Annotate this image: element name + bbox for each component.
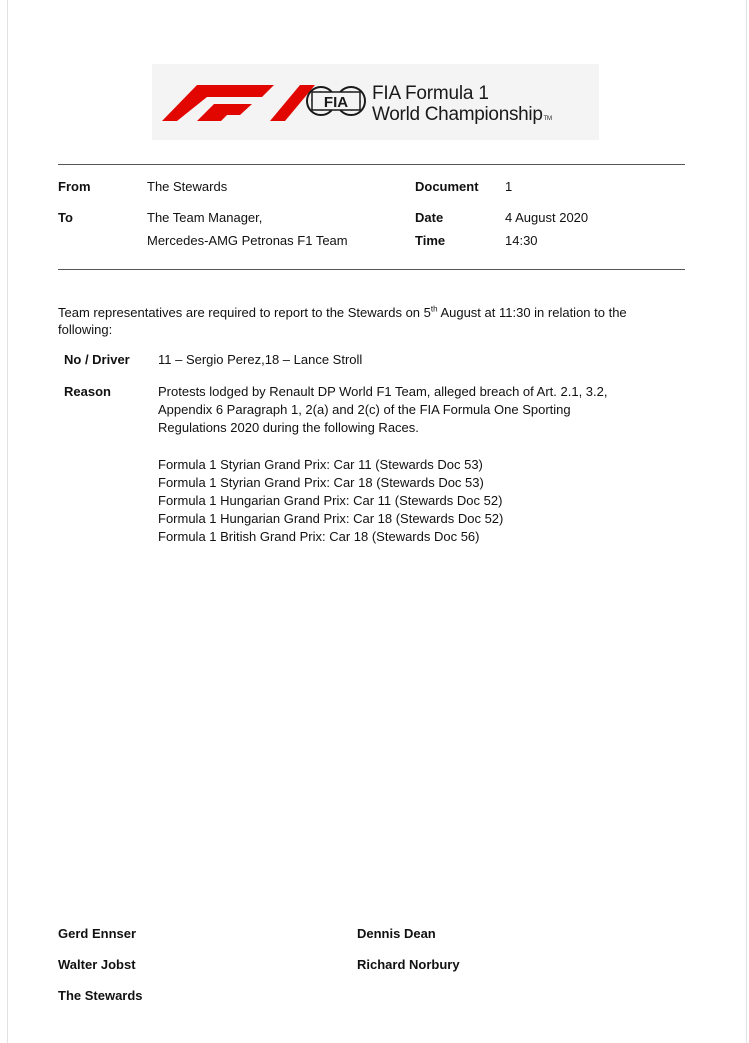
logo-title bbox=[372, 83, 552, 130]
time-label: Time bbox=[415, 233, 446, 248]
race-item: Formula 1 Styrian Grand Prix: Car 18 (Stewards Doc 53) bbox=[158, 475, 484, 490]
race-item: Formula 1 British Grand Prix: Car 18 (Stewards Doc 56) bbox=[158, 529, 480, 544]
logo-line2-text: World Championship bbox=[372, 104, 543, 125]
steward-name-2: Dennis Dean bbox=[357, 926, 436, 941]
races-list bbox=[158, 456, 503, 546]
intro-superscript: th bbox=[430, 304, 438, 314]
intro-text-part1: Team representatives are required to report to the Stewards on 5 bbox=[58, 305, 431, 320]
to-value-line2: Mercedes-AMG Petronas F1 Team bbox=[147, 233, 348, 248]
date-label: Date bbox=[415, 210, 444, 225]
time-value: 14:30 bbox=[505, 233, 538, 248]
logo-line2 bbox=[372, 104, 552, 130]
fia-roundel-icon bbox=[307, 87, 365, 115]
steward-name-3: Walter Jobst bbox=[58, 957, 136, 972]
intro-text-part2: August at 11:30 in relation to the following: bbox=[58, 305, 627, 337]
stewards-footer: The Stewards bbox=[58, 988, 143, 1003]
date-value: 4 August 2020 bbox=[505, 210, 589, 225]
f1-mark-mid bbox=[197, 104, 252, 121]
from-label: From bbox=[58, 179, 91, 194]
reason-value: Protests lodged by Renault DP World F1 Team, alleged breach of Art. 2.1, 3.2, Appendix 6 Paragraph 1, 2(a) and 2(c) of the FIA Formula One Sporting Regulations 2020 during the following Races. bbox=[158, 384, 608, 435]
race-item: Formula 1 Hungarian Grand Prix: Car 11 (Stewards Doc 52) bbox=[158, 493, 503, 508]
header-rule-top bbox=[58, 164, 685, 165]
race-item: Formula 1 Styrian Grand Prix: Car 11 (Stewards Doc 53) bbox=[158, 457, 483, 472]
intro-paragraph bbox=[58, 304, 678, 338]
logo-line1: FIA Formula 1 bbox=[372, 83, 489, 104]
to-value-line1: The Team Manager, bbox=[147, 210, 263, 225]
steward-name-4: Richard Norbury bbox=[357, 957, 460, 972]
f1-mark-one bbox=[270, 85, 315, 121]
reason-label: Reason bbox=[64, 384, 111, 399]
steward-name-1: Gerd Ennser bbox=[58, 926, 137, 941]
logo-trademark: TM bbox=[543, 116, 552, 122]
document-value: 1 bbox=[505, 179, 513, 194]
document-label: Document bbox=[415, 179, 479, 194]
fia-roundel-text: FIA bbox=[323, 94, 349, 111]
to-label: To bbox=[58, 210, 73, 225]
driver-value: 11 – Sergio Perez,18 – Lance Stroll bbox=[158, 352, 363, 367]
from-value: The Stewards bbox=[147, 179, 228, 194]
race-item: Formula 1 Hungarian Grand Prix: Car 18 (Stewards Doc 52) bbox=[158, 511, 504, 526]
f1-logo-banner bbox=[152, 64, 599, 140]
driver-label: No / Driver bbox=[64, 352, 130, 367]
header-rule-bottom bbox=[58, 269, 685, 270]
